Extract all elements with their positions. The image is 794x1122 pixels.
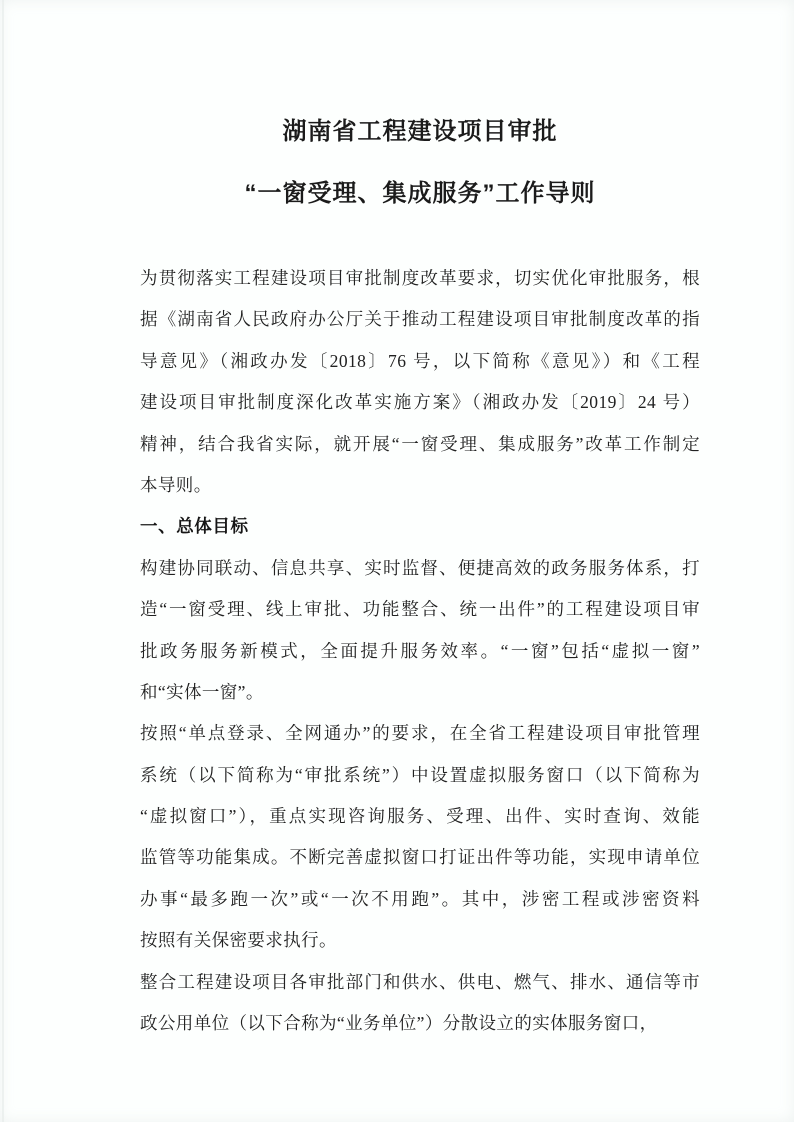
document-text-line: 为贯彻落实工程建设项目审批制度改革要求，切实优化审批服务，根 xyxy=(140,268,700,288)
doc-title-line-1: 湖南省工程建设项目审批 xyxy=(282,118,558,145)
document-title xyxy=(140,112,700,214)
document-text-line: 导意见》（湘政办发〔2018〕76 号，以下简称《意见》）和《工程 xyxy=(140,350,700,371)
document-text-line: 造“一窗受理、线上审批、功能整合、统一出件”的工程建设项目审 xyxy=(140,599,700,620)
document-text-line: 按照有关保密要求执行。 xyxy=(140,930,337,951)
document-text-line: 批政务服务新模式，全面提升服务效率。“一窗”包括“虚拟一窗” xyxy=(140,640,700,661)
document-text-line: “虚拟窗口”），重点实现咨询服务、受理、出件、实时查询、效能 xyxy=(140,806,700,827)
document-text-line: 本导则。 xyxy=(140,474,212,495)
document-text-line: 监管等功能集成。不断完善虚拟窗口打证出件等功能，实现申请单位 xyxy=(140,847,700,868)
document-body xyxy=(140,258,700,1044)
document-text-line: 系统（以下简称为“审批系统”）中设置虚拟服务窗口（以下简称为 xyxy=(140,764,700,785)
document-text-line: 据《湖南省人民政府办公厅关于推动工程建设项目审批制度改革的指 xyxy=(140,309,700,330)
section-heading: 一、总体目标 xyxy=(140,516,249,537)
document-text-line: 整合工程建设项目各审批部门和供水、供电、燃气、排水、通信等市 xyxy=(140,971,700,992)
document-text-line: 建设项目审批制度深化改革实施方案》（湘政办发〔2019〕24 号） xyxy=(140,392,700,413)
document-text-line: 按照“单点登录、全网通办”的要求，在全省工程建设项目审批管理 xyxy=(140,723,700,744)
document-text-line: 办事“最多跑一次”或“一次不用跑”。其中，涉密工程或涉密资料 xyxy=(140,888,700,909)
document-text-line: 精神，结合我省实际，就开展“一窗受理、集成服务”改革工作制定 xyxy=(140,433,700,454)
doc-title-line-2: “一窗受理、集成服务”工作导则 xyxy=(244,180,596,207)
document-content xyxy=(140,112,700,1044)
document-text-line: 和“实体一窗”。 xyxy=(140,681,264,702)
document-text-line: 构建协同联动、信息共享、实时监督、便捷高效的政务服务体系，打 xyxy=(140,557,700,578)
document-text-line: 政公用单位（以下合称为“业务单位”）分散设立的实体服务窗口， xyxy=(140,1013,658,1034)
